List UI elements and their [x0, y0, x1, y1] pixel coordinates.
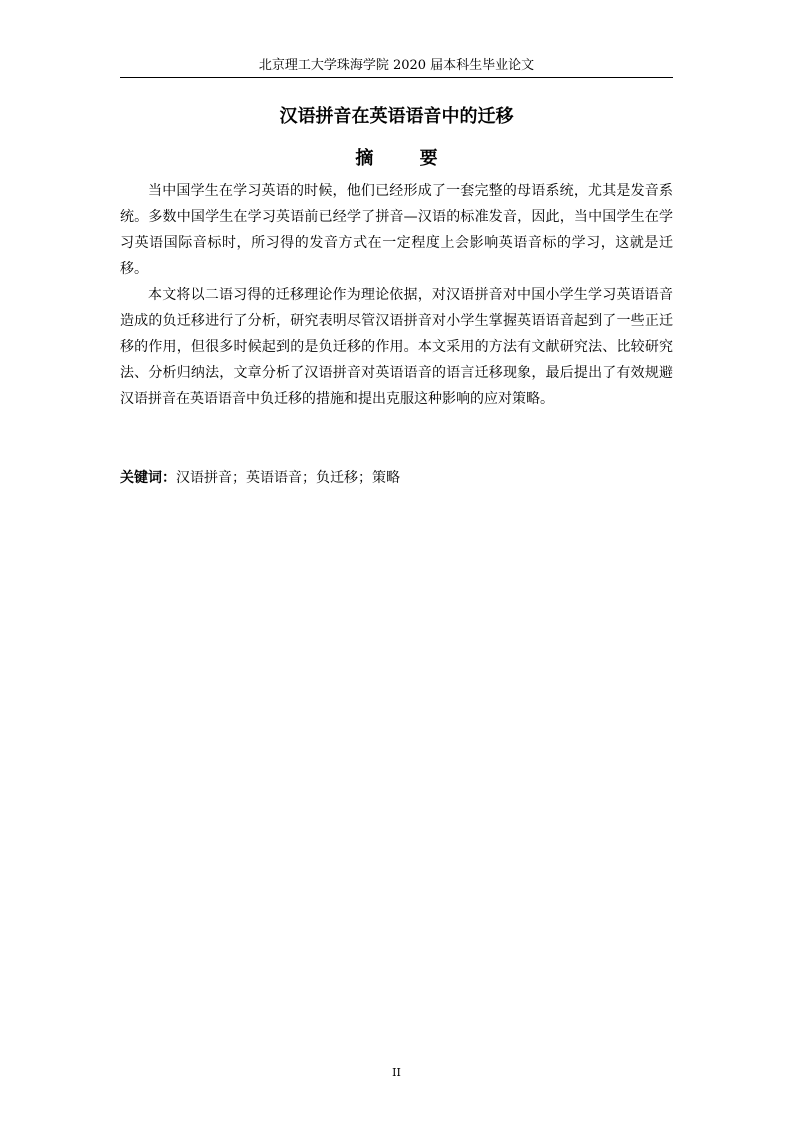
page-number: II — [392, 1066, 401, 1079]
header-divider — [120, 77, 673, 78]
keywords-list: 汉语拼音；英语语音；负迁移；策略 — [176, 470, 400, 486]
abstract-heading: 摘 要 — [355, 148, 458, 169]
keywords-label: 关键词： — [120, 470, 176, 486]
keywords-line — [120, 465, 673, 491]
running-header: 北京理工大学珠海学院 2020 届本科生毕业论文 — [258, 58, 535, 73]
document-title: 汉语拼音在英语语音中的迁移 — [279, 106, 514, 127]
abstract-body — [120, 178, 673, 412]
abstract-paragraph-1: 当中国学生在学习英语的时候，他们已经形成了一套完整的母语系统，尤其是发音系统。多数中国学生在学习英语前已经学了拼音—汉语的标准发音，因此，当中国学生在学习英语国际音标时，所习得的发音方式在一定程度上会影响英语音标的学习，这就是迁移。 — [120, 183, 673, 277]
abstract-paragraph-2: 本文将以二语习得的迁移理论作为理论依据，对汉语拼音对中国小学生学习英语语音造成的负迁移进行了分析，研究表明尽管汉语拼音对小学生掌握英语语音起到了一些正迁移的作用，但很多时候起到的是负迁移的作用。本文采用的方法有文献研究法、比较研究法、分析归纳法，文章分析了汉语拼音对英语语音的语言迁移现象，最后提出了有效规避汉语拼音在英语语音中负迁移的措施和提出克服这种影响的应对策略。 — [120, 287, 673, 407]
